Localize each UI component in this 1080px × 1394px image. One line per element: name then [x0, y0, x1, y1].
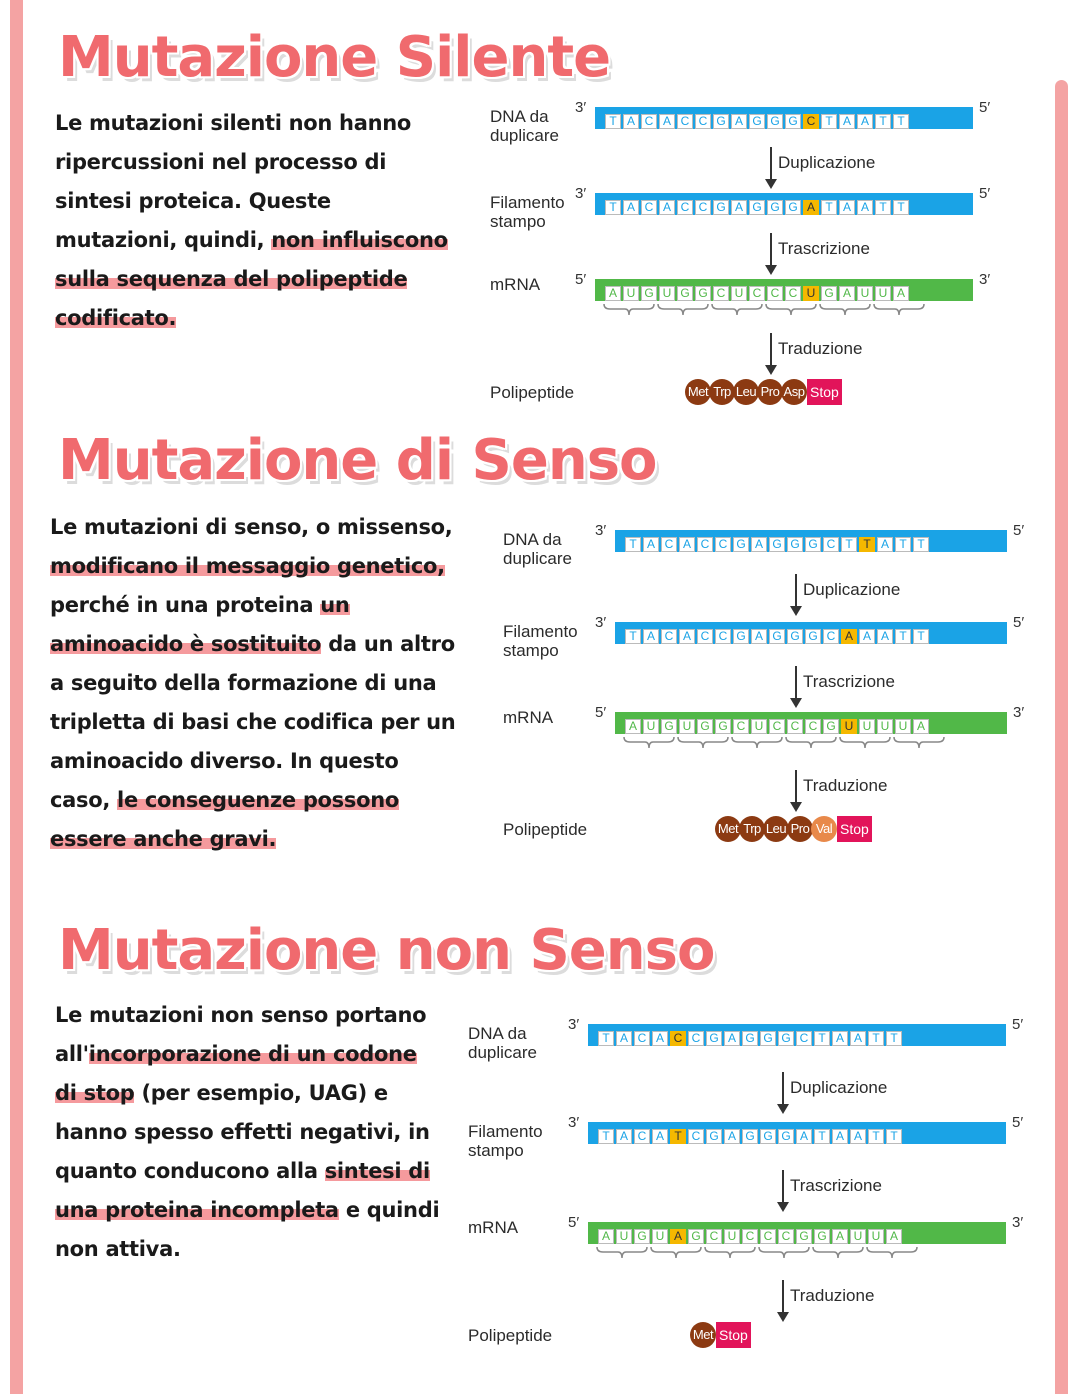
nucleotide: G: [713, 114, 729, 129]
nucleotide: C: [634, 1129, 650, 1144]
nucleotide: T: [821, 200, 837, 215]
strand-end-left: 3′: [568, 1016, 580, 1033]
stop-codon-box: Stop: [716, 1322, 751, 1348]
polypeptide-label: Polipeptide: [468, 1326, 553, 1345]
codon-brace: [597, 1247, 647, 1258]
nucleotide: C: [634, 1031, 650, 1046]
dna-strand: [588, 1024, 1006, 1046]
nucleotide: A: [839, 286, 855, 301]
nucleotide: C: [785, 286, 801, 301]
nucleotide: C: [796, 1031, 812, 1046]
nucleotide: A: [679, 537, 695, 552]
nucleotide: A: [839, 114, 855, 129]
nucleotide: G: [769, 537, 785, 552]
mrna-strand: [615, 712, 1007, 734]
process-arrow: [770, 333, 772, 367]
nucleotide: A: [652, 1031, 668, 1046]
strand-end-right: 5′: [979, 185, 991, 202]
nucleotide: G: [742, 1031, 758, 1046]
dna-strand: [595, 107, 973, 129]
template-label: Filamento stampo: [503, 622, 578, 660]
codon-brace: [820, 304, 870, 315]
nucleotide: U: [652, 1229, 668, 1244]
nucleotide: U: [895, 719, 911, 734]
process-step-label: Duplicazione: [803, 580, 901, 599]
codon-brace: [813, 1247, 863, 1258]
nucleotide: C: [715, 629, 731, 644]
nucleotide: G: [760, 1129, 776, 1144]
nucleotide: A: [643, 537, 659, 552]
nucleotide: G: [823, 719, 839, 734]
mutated-amino-acid: Val: [811, 816, 837, 842]
mutated-base: U: [841, 719, 857, 734]
nucleotide: G: [695, 286, 711, 301]
description-text: e quindi non attiva.: [55, 1198, 440, 1261]
nucleotide: C: [713, 286, 729, 301]
nucleotide: A: [731, 200, 747, 215]
nucleotide: A: [832, 1229, 848, 1244]
nucleotide: U: [868, 1229, 884, 1244]
nucleotide: T: [598, 1031, 614, 1046]
nucleotide: G: [778, 1129, 794, 1144]
codon-brace: [874, 304, 924, 315]
nucleotide: T: [875, 200, 891, 215]
nucleotide: T: [821, 114, 837, 129]
codon-brace: [766, 304, 816, 315]
mrna-label: mRNA: [490, 275, 541, 294]
amino-acid: Trp: [739, 816, 765, 842]
nucleotide: C: [715, 537, 731, 552]
amino-acid: Pro: [787, 816, 813, 842]
mrna-strand: [588, 1222, 1006, 1244]
process-step-label: Traduzione: [803, 776, 888, 795]
strand-end-left: 3′: [575, 99, 587, 116]
nucleotide: A: [616, 1129, 632, 1144]
section-title: Mutazione Silente: [58, 25, 611, 90]
strand-end-left: 5′: [575, 271, 587, 288]
mutated-base: T: [859, 537, 875, 552]
codon-brace: [705, 1247, 755, 1258]
nucleotide: G: [706, 1129, 722, 1144]
nucleotide: C: [742, 1229, 758, 1244]
nucleotide: A: [659, 114, 675, 129]
nucleotide: A: [839, 200, 855, 215]
dna-strand: [615, 530, 1007, 552]
nucleotide: A: [731, 114, 747, 129]
nucleotide: A: [679, 629, 695, 644]
nucleotide: U: [857, 286, 873, 301]
section-description: [50, 508, 462, 859]
nucleotide: T: [895, 629, 911, 644]
dna-label: DNA da duplicare: [503, 530, 572, 568]
nucleotide: A: [857, 114, 873, 129]
nucleotide: A: [859, 629, 875, 644]
nucleotide: C: [641, 200, 657, 215]
template-strand: [615, 622, 1007, 644]
right-border: [1055, 80, 1068, 1394]
codon-braces: [596, 1246, 1006, 1260]
nucleotide: C: [677, 200, 693, 215]
amino-acid: Trp: [709, 379, 735, 405]
nucleotide: U: [623, 286, 639, 301]
nucleotide: C: [760, 1229, 776, 1244]
codon-brace: [786, 737, 836, 748]
nucleotide: T: [893, 200, 909, 215]
nucleotide: G: [805, 629, 821, 644]
nucleotide: C: [695, 114, 711, 129]
nucleotide: A: [913, 719, 929, 734]
nucleotide: A: [623, 114, 639, 129]
process-step-label: Trascrizione: [778, 239, 870, 258]
left-border: [10, 0, 23, 1394]
section-description: [55, 104, 455, 338]
nucleotide: T: [868, 1031, 884, 1046]
nucleotide: T: [605, 114, 621, 129]
nucleotide: C: [688, 1031, 704, 1046]
nucleotide: G: [715, 719, 731, 734]
mutated-base: A: [803, 200, 819, 215]
nucleotide: U: [616, 1229, 632, 1244]
strand-end-right: 5′: [1012, 1114, 1024, 1131]
nucleotide: T: [895, 537, 911, 552]
description-text: Le mutazioni non senso portano all': [55, 1003, 427, 1066]
nucleotide: C: [805, 719, 821, 734]
amino-acid: Leu: [763, 816, 789, 842]
nucleotide: G: [785, 114, 801, 129]
nucleotide: G: [661, 719, 677, 734]
nucleotide: C: [695, 200, 711, 215]
strand-end-right: 3′: [1013, 704, 1025, 721]
codon-brace: [894, 737, 944, 748]
strand-end-right: 5′: [1013, 614, 1025, 631]
amino-acid: Leu: [733, 379, 759, 405]
description-text: (per esempio, UAG) e hanno spesso effetti negativi, in quanto conducono alla: [55, 1081, 430, 1183]
stop-codon-box: Stop: [807, 379, 842, 405]
mrna-label: mRNA: [468, 1218, 519, 1237]
strand-end-left: 5′: [568, 1214, 580, 1231]
highlighted-text: non influiscono sulla sequenza del polipeptide codificato.: [55, 228, 448, 330]
amino-acid: Met: [690, 1322, 716, 1348]
nucleotide: A: [850, 1129, 866, 1144]
nucleotide: G: [677, 286, 693, 301]
nucleotide: A: [796, 1129, 812, 1144]
process-step-label: Duplicazione: [790, 1078, 888, 1097]
nucleotide: T: [625, 629, 641, 644]
nucleotide: C: [706, 1229, 722, 1244]
process-arrow: [782, 1072, 784, 1106]
strand-end-left: 3′: [575, 185, 587, 202]
nucleotide: G: [769, 629, 785, 644]
codon-brace: [678, 737, 728, 748]
process-arrow: [795, 666, 797, 700]
dna-label: DNA da duplicare: [490, 107, 559, 145]
codon-brace: [732, 737, 782, 748]
nucleotide: A: [832, 1129, 848, 1144]
dna-label: DNA da duplicare: [468, 1024, 537, 1062]
nucleotide: A: [616, 1031, 632, 1046]
nucleotide: G: [821, 286, 837, 301]
nucleotide: G: [778, 1031, 794, 1046]
amino-acid: Asp: [781, 379, 807, 405]
nucleotide: C: [661, 629, 677, 644]
highlighted-text: le conseguenze possono essere anche gravi.: [50, 788, 399, 851]
nucleotide: U: [875, 286, 891, 301]
strand-end-right: 5′: [979, 99, 991, 116]
process-arrow: [782, 1280, 784, 1314]
nucleotide: A: [724, 1129, 740, 1144]
nucleotide: C: [661, 537, 677, 552]
template-label: Filamento stampo: [468, 1122, 543, 1160]
nucleotide: C: [787, 719, 803, 734]
strand-end-left: 3′: [595, 614, 607, 631]
nucleotide: G: [697, 719, 713, 734]
nucleotide: A: [886, 1229, 902, 1244]
process-step-label: Traduzione: [790, 1286, 875, 1305]
nucleotide: A: [893, 286, 909, 301]
nucleotide: U: [751, 719, 767, 734]
nucleotide: T: [875, 114, 891, 129]
nucleotide: A: [598, 1229, 614, 1244]
codon-brace: [604, 304, 654, 315]
nucleotide: C: [697, 629, 713, 644]
nucleotide: C: [677, 114, 693, 129]
strand-end-left: 3′: [568, 1114, 580, 1131]
nucleotide: A: [877, 537, 893, 552]
description-text: Le mutazioni silenti non hanno ripercussioni nel processo di sintesi proteica. Queste mutazioni, quindi,: [55, 111, 412, 252]
nucleotide: G: [713, 200, 729, 215]
nucleotide: U: [643, 719, 659, 734]
nucleotide: T: [886, 1031, 902, 1046]
nucleotide: C: [823, 629, 839, 644]
nucleotide: A: [832, 1031, 848, 1046]
nucleotide: G: [733, 537, 749, 552]
nucleotide: G: [641, 286, 657, 301]
polypeptide-chain: [715, 816, 872, 842]
nucleotide: G: [749, 114, 765, 129]
process-step-label: Trascrizione: [803, 672, 895, 691]
polypeptide-label: Polipeptide: [490, 383, 575, 402]
nucleotide: A: [724, 1031, 740, 1046]
nucleotide: U: [659, 286, 675, 301]
nucleotide: A: [751, 537, 767, 552]
nucleotide: A: [652, 1129, 668, 1144]
codon-brace: [840, 737, 890, 748]
codon-braces: [623, 736, 1007, 750]
description-text: Le mutazioni di senso, o missenso,: [50, 515, 453, 539]
nucleotide: G: [733, 629, 749, 644]
codon-brace: [651, 1247, 701, 1258]
nucleotide: G: [767, 114, 783, 129]
nucleotide: T: [605, 200, 621, 215]
codon-brace: [712, 304, 762, 315]
nucleotide: T: [598, 1129, 614, 1144]
nucleotide: T: [814, 1031, 830, 1046]
nucleotide: U: [724, 1229, 740, 1244]
nucleotide: C: [641, 114, 657, 129]
codon-brace: [658, 304, 708, 315]
highlighted-text: un aminoacido è sostituito: [50, 593, 350, 656]
highlighted-text: modificano il messaggio genetico,: [50, 554, 445, 578]
template-strand: [588, 1122, 1006, 1144]
nucleotide: G: [760, 1031, 776, 1046]
template-strand: [595, 193, 973, 215]
nucleotide: G: [805, 537, 821, 552]
strand-end-left: 5′: [595, 704, 607, 721]
nucleotide: T: [814, 1129, 830, 1144]
strand-end-right: 5′: [1013, 522, 1025, 539]
nucleotide: A: [850, 1031, 866, 1046]
mutated-base: T: [670, 1129, 686, 1144]
nucleotide: T: [893, 114, 909, 129]
polypeptide-chain: [690, 1322, 751, 1348]
section-title: Mutazione non Senso: [58, 918, 715, 983]
highlighted-text: sintesi di una proteina incompleta: [55, 1159, 430, 1222]
process-arrow: [795, 770, 797, 804]
nucleotide: U: [877, 719, 893, 734]
process-arrow: [782, 1170, 784, 1204]
nucleotide: A: [751, 629, 767, 644]
nucleotide: G: [688, 1229, 704, 1244]
description-text: perché in una proteina: [50, 593, 321, 617]
strand-end-right: 3′: [979, 271, 991, 288]
polypeptide-label: Polipeptide: [503, 820, 588, 839]
mrna-label: mRNA: [503, 708, 554, 727]
nucleotide: G: [634, 1229, 650, 1244]
nucleotide: G: [787, 629, 803, 644]
codon-brace: [624, 737, 674, 748]
nucleotide: T: [625, 537, 641, 552]
nucleotide: C: [823, 537, 839, 552]
mutated-base: C: [670, 1031, 686, 1046]
nucleotide: G: [742, 1129, 758, 1144]
strand-end-right: 5′: [1012, 1016, 1024, 1033]
nucleotide: A: [605, 286, 621, 301]
mrna-strand: [595, 279, 973, 301]
nucleotide: C: [769, 719, 785, 734]
nucleotide: U: [850, 1229, 866, 1244]
nucleotide: T: [913, 537, 929, 552]
nucleotide: C: [688, 1129, 704, 1144]
nucleotide: G: [787, 537, 803, 552]
nucleotide: A: [877, 629, 893, 644]
process-step-label: Duplicazione: [778, 153, 876, 172]
strand-end-right: 3′: [1012, 1214, 1024, 1231]
highlighted-text: incorporazione di un codone di stop: [55, 1042, 417, 1105]
process-arrow: [770, 233, 772, 267]
nucleotide: A: [623, 200, 639, 215]
nucleotide: C: [749, 286, 765, 301]
section-description: [55, 996, 440, 1269]
amino-acid: Pro: [757, 379, 783, 405]
nucleotide: G: [767, 200, 783, 215]
nucleotide: T: [913, 629, 929, 644]
nucleotide: G: [706, 1031, 722, 1046]
nucleotide: C: [733, 719, 749, 734]
mutated-base: A: [841, 629, 857, 644]
nucleotide: A: [625, 719, 641, 734]
nucleotide: U: [679, 719, 695, 734]
nucleotide: T: [886, 1129, 902, 1144]
mutated-base: C: [803, 114, 819, 129]
template-label: Filamento stampo: [490, 193, 565, 231]
process-arrow: [795, 574, 797, 608]
nucleotide: G: [749, 200, 765, 215]
process-step-label: Trascrizione: [790, 1176, 882, 1195]
process-step-label: Traduzione: [778, 339, 863, 358]
nucleotide: C: [778, 1229, 794, 1244]
process-arrow: [770, 147, 772, 181]
codon-brace: [759, 1247, 809, 1258]
nucleotide: A: [643, 629, 659, 644]
nucleotide: A: [857, 200, 873, 215]
nucleotide: G: [814, 1229, 830, 1244]
mutated-base: A: [670, 1229, 686, 1244]
codon-brace: [867, 1247, 917, 1258]
section-title: Mutazione di Senso: [58, 428, 657, 493]
nucleotide: G: [796, 1229, 812, 1244]
nucleotide: C: [767, 286, 783, 301]
mutated-base: U: [803, 286, 819, 301]
nucleotide: U: [731, 286, 747, 301]
polypeptide-chain: [685, 379, 842, 405]
nucleotide: A: [659, 200, 675, 215]
amino-acid: Met: [685, 379, 711, 405]
nucleotide: T: [841, 537, 857, 552]
stop-codon-box: Stop: [837, 816, 872, 842]
nucleotide: G: [785, 200, 801, 215]
strand-end-left: 3′: [595, 522, 607, 539]
description-text: da un altro a seguito della formazione di una tripletta di basi che codifica per un aminoacido diverso. In questo caso,: [50, 632, 456, 812]
nucleotide: U: [859, 719, 875, 734]
amino-acid: Met: [715, 816, 741, 842]
codon-braces: [603, 303, 973, 317]
nucleotide: T: [868, 1129, 884, 1144]
nucleotide: C: [697, 537, 713, 552]
